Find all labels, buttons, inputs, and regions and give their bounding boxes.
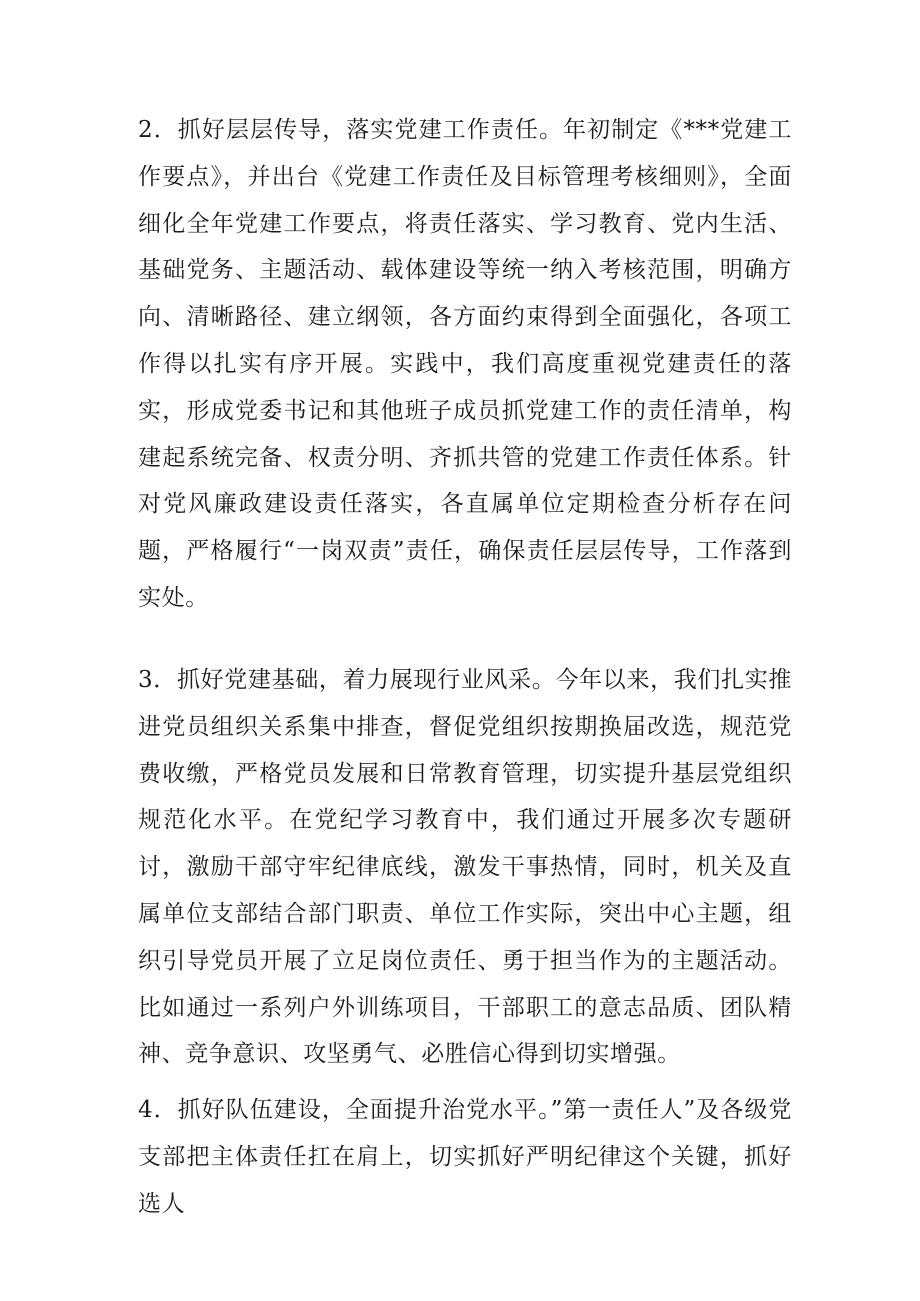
paragraph-2: 2．抓好层层传导，落实党建工作责任。年初制定《***党建工作要点》，并出台《党建工作责任及目标管理考核细则》，全面细化全年党建工作要点，将责任落实、学习教育、党内生活、基础党务、主题活动、载体建设等统一纳入考核范围，明确方向、清晰路径、建立纲领，各方面约束得到全面强化，各项工作得以扎实有序开展。实践中，我们高度重视党建责任的落实，形成党委书记和其他班子成员抓党建工作的责任清单，构建起系统完备、权责分明、齐抓共管的党建工作责任体系。针对党风廉政建设责任落实，各直属单位定期检查分析存在问题，严格履行“一岗双责”责任，确保责任层层传导，工作落到实处。 [138, 117, 792, 611]
paragraph-4: 4．抓好队伍建设，全面提升治党水平。”第一责任人”及各级党支部把主体责任扛在肩上，切实抓好严明纪律这个关键，抓好选人 [138, 1097, 792, 1217]
paragraph-3: 3．抓好党建基础，着力展现行业风采。今年以来，我们扎实推进党员组织关系集中排查，督促党组织按期换届改选，规范党费收缴，严格党员发展和日常教育管理，切实提升基层党组织规范化水平。在党纪学习教育中，我们通过开展多次专题研讨，激励干部守牢纪律底线，激发干事热情，同时，机关及直属单位支部结合部门职责、单位工作实际，突出中心主题，组织引导党员开展了立足岗位责任、勇于担当作为的主题活动。比如通过一系列户外训练项目，干部职工的意志品质、团队精神、竞争意识、攻坚勇气、必胜信心得到切实增强。 [138, 667, 792, 1068]
